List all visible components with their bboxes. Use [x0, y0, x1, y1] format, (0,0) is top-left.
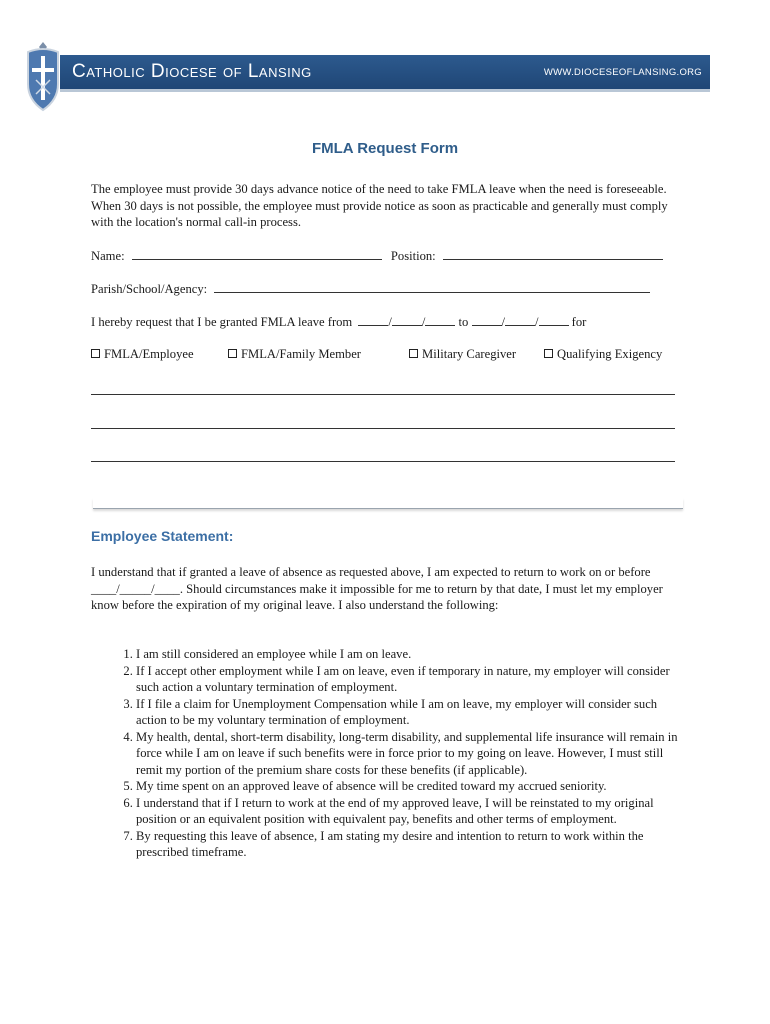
parish-field[interactable]	[214, 281, 650, 293]
statement-body: I understand that if granted a leave of absence as requested above, I am expected to return to work on or before ____/_____/____. Should circumstances make it impossible for me to return by that date, I must let my employer know before the expiration of my original leave. I also understand the following:	[91, 565, 663, 612]
org-name: Catholic Diocese of Lansing	[72, 61, 312, 82]
checkbox-label: FMLA/Employee	[104, 347, 194, 361]
checkbox-fmla-employee[interactable]	[91, 347, 194, 362]
checkbox-label: FMLA/Family Member	[241, 347, 361, 361]
position-label: Position:	[390, 249, 436, 263]
list-item: 3. If I file a claim for Unemployment Compensation while I am on leave, my employer will consider such action to be my voluntary termination of employment.	[136, 696, 683, 729]
section-divider	[93, 498, 683, 509]
request-row: I hereby request that I be granted FMLA leave from / / to / / for	[91, 315, 587, 329]
list-item: 6. I understand that if I return to work at the end of my approved leave, I will be reinstated to my original position or an equivalent position with equivalent pay, benefits and other terms of employment.	[136, 795, 683, 828]
name-label: Name:	[91, 249, 125, 263]
request-to: to	[458, 315, 469, 329]
statement-title: Employee Statement:	[91, 528, 234, 544]
reason-line-1[interactable]	[91, 394, 675, 395]
list-item: 2. If I accept other employment while I am on leave, even if temporary in nature, my employer will consider such action a voluntary termination of employment.	[136, 663, 683, 696]
parish-row	[91, 281, 681, 297]
checkbox-fmla-family[interactable]	[228, 347, 361, 362]
position-field[interactable]	[443, 248, 663, 260]
checkbox-military-caregiver[interactable]	[409, 347, 516, 362]
reason-line-2[interactable]	[91, 428, 675, 429]
org-url: WWW.DIOCESEOFLANSING.ORG	[543, 67, 702, 78]
intro-paragraph: The employee must provide 30 days advance notice of the need to take FMLA leave when the need is foreseeable. When 30 days is not possible, the employee must provide notice as soon as practicable and generally must comply with the location's normal call-in process.	[91, 182, 668, 229]
list-item: 1. I am still considered an employee while I am on leave.	[136, 646, 683, 663]
form-title: FMLA Request Form	[311, 140, 459, 157]
to-month-field[interactable]	[472, 314, 502, 326]
checkbox-label: Military Caregiver	[422, 347, 517, 361]
checkbox-icon[interactable]	[228, 349, 237, 358]
checkbox-icon[interactable]	[91, 349, 100, 358]
name-field[interactable]	[132, 248, 382, 260]
name-position-row	[91, 248, 681, 264]
from-day-field[interactable]	[392, 314, 422, 326]
to-year-field[interactable]	[539, 314, 569, 326]
statement-list	[91, 646, 683, 861]
checkbox-label: Qualifying Exigency	[557, 347, 663, 361]
reason-line-3[interactable]	[91, 461, 675, 462]
from-month-field[interactable]	[358, 314, 388, 326]
list-item: 5. My time spent on an approved leave of absence will be credited toward my accrued seniority.	[136, 778, 683, 795]
from-year-field[interactable]	[425, 314, 455, 326]
diocese-crest-icon	[18, 40, 68, 112]
checkbox-qualifying-exigency[interactable]	[544, 347, 662, 362]
checkbox-icon[interactable]	[544, 349, 553, 358]
to-day-field[interactable]	[505, 314, 535, 326]
parish-label: Parish/School/Agency:	[91, 282, 208, 296]
list-item: 7. By requesting this leave of absence, I am stating my desire and intention to return to work within the prescribed timeframe.	[136, 828, 683, 861]
request-for: for	[571, 315, 587, 329]
checkbox-icon[interactable]	[409, 349, 418, 358]
request-prefix: I hereby request that I be granted FMLA leave from	[91, 315, 353, 329]
list-item: 4. My health, dental, short-term disability, long-term disability, and supplemental life insurance will remain in force while I am on leave if such benefits were in force prior to my going on leave. However, I must still remit my portion of the premium share costs for these benefits (if applicable).	[136, 729, 683, 779]
